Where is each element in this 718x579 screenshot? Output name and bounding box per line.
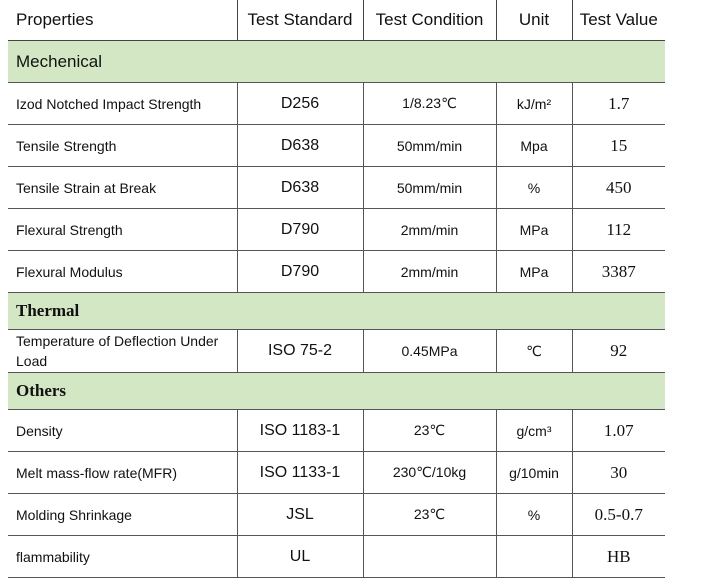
- standard-cell: D790: [237, 251, 363, 293]
- table-row: [8, 494, 665, 536]
- value-cell: 92: [572, 330, 665, 373]
- unit-cell: %: [496, 167, 572, 209]
- condition-cell: 50mm/min: [363, 125, 496, 167]
- standard-cell: D638: [237, 125, 363, 167]
- condition-cell: 230℃/10kg: [363, 452, 496, 494]
- property-cell: Flexural Modulus: [8, 251, 237, 293]
- section-row-others: [8, 373, 665, 410]
- value-cell: 30: [572, 452, 665, 494]
- standard-cell: ISO 1133-1: [237, 452, 363, 494]
- standard-cell: UL: [237, 536, 363, 578]
- unit-cell: Mpa: [496, 125, 572, 167]
- condition-cell: 1/8.23℃: [363, 83, 496, 125]
- condition-cell: [363, 536, 496, 578]
- section-title: Thermal: [16, 301, 80, 320]
- value-cell: 3387: [572, 251, 665, 293]
- unit-cell: g/cm³: [496, 410, 572, 452]
- properties-table: [8, 0, 665, 578]
- standard-cell: JSL: [237, 494, 363, 536]
- table-row: [8, 330, 665, 373]
- standard-cell: D790: [237, 209, 363, 251]
- condition-cell: 0.45MPa: [363, 330, 496, 373]
- condition-cell: 2mm/min: [363, 251, 496, 293]
- unit-cell: [496, 536, 572, 578]
- header-test-value: Test Value: [572, 0, 665, 41]
- table-row: [8, 125, 665, 167]
- unit-cell: ℃: [496, 330, 572, 373]
- header-row: [8, 0, 665, 41]
- condition-cell: 50mm/min: [363, 167, 496, 209]
- table-row: [8, 452, 665, 494]
- header-unit: Unit: [496, 0, 572, 41]
- value-cell: 15: [572, 125, 665, 167]
- value-cell: 1.07: [572, 410, 665, 452]
- standard-cell: ISO 75-2: [237, 330, 363, 373]
- table-row: [8, 536, 665, 578]
- condition-cell: 2mm/min: [363, 209, 496, 251]
- header-properties: Properties: [8, 0, 237, 41]
- property-cell: Tensile Strength: [8, 125, 237, 167]
- unit-cell: MPa: [496, 251, 572, 293]
- unit-cell: g/10min: [496, 452, 572, 494]
- property-cell: Density: [8, 410, 237, 452]
- property-cell: Izod Notched Impact Strength: [8, 83, 237, 125]
- value-cell: HB: [572, 536, 665, 578]
- property-cell: flammability: [8, 536, 237, 578]
- table-row: [8, 251, 665, 293]
- property-cell: Flexural Strength: [8, 209, 237, 251]
- condition-cell: 23℃: [363, 410, 496, 452]
- header-test-standard: Test Standard: [237, 0, 363, 41]
- value-cell: 450: [572, 167, 665, 209]
- value-cell: 1.7: [572, 83, 665, 125]
- standard-cell: D638: [237, 167, 363, 209]
- section-title: Others: [16, 381, 67, 400]
- unit-cell: kJ/m²: [496, 83, 572, 125]
- section-row-thermal: [8, 293, 665, 330]
- property-cell: Tensile Strain at Break: [8, 167, 237, 209]
- section-title: Mechenical: [16, 51, 102, 71]
- value-cell: 112: [572, 209, 665, 251]
- property-cell: Melt mass-flow rate(MFR): [8, 452, 237, 494]
- header-test-condition: Test Condition: [363, 0, 496, 41]
- property-cell: Molding Shrinkage: [8, 494, 237, 536]
- table-row: [8, 167, 665, 209]
- property-cell: Temperature of Deflection Under Load: [8, 330, 237, 373]
- unit-cell: %: [496, 494, 572, 536]
- table-row: [8, 83, 665, 125]
- standard-cell: D256: [237, 83, 363, 125]
- section-row-mechanical: [8, 41, 665, 83]
- table-row: [8, 209, 665, 251]
- condition-cell: 23℃: [363, 494, 496, 536]
- table-row: [8, 410, 665, 452]
- value-cell: 0.5-0.7: [572, 494, 665, 536]
- standard-cell: ISO 1183-1: [237, 410, 363, 452]
- unit-cell: MPa: [496, 209, 572, 251]
